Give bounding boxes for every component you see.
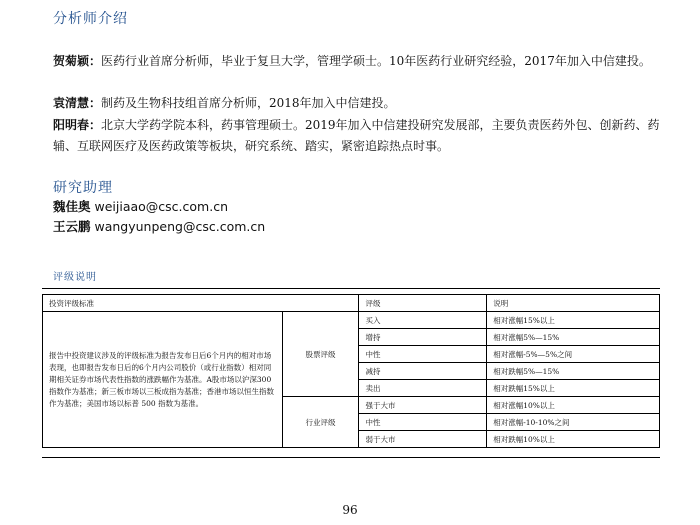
rating-cell: 卖出	[359, 380, 487, 397]
explanation-cell: 相对涨幅5%—15%	[487, 329, 660, 346]
rating-cell: 弱于大市	[359, 431, 487, 448]
table-header-row	[43, 295, 660, 312]
rating-cell: 强于大市	[359, 397, 487, 414]
standard-description: 报告中投资建议涉及的评级标准为报告发布日后6个月内的相对市场表现，也即报告发布日后的6个月内公司股价（或行业指数）相对同期相关证券市场代表性指数的涨跌幅作为基准。A股市场以沪深300指数作为基准；新三板市场以三板成指为基准；香港市场以恒生指数作为基准；美国市场以标普 500 指数为基准。	[43, 312, 283, 448]
analyst-name: 贺菊颖：	[53, 54, 102, 68]
analyst-bio-text: 医药行业首席分析师，毕业于复旦大学，管理学硕士。10年医药行业研究经验，2017年加入中信建投。	[101, 54, 651, 68]
analyst-bio-2	[53, 93, 668, 114]
explanation-cell: 相对涨幅-5%—5%之间	[487, 346, 660, 363]
rating-cell: 买入	[359, 312, 487, 329]
explanation-cell: 相对涨幅15%以上	[487, 312, 660, 329]
analyst-section-title: 分析师介绍	[53, 11, 128, 27]
assistant-contact-1	[53, 197, 228, 217]
industry-rating-label: 行业评级	[282, 397, 359, 448]
stock-rating-label: 股票评级	[282, 312, 359, 397]
explanation-cell: 相对跌幅5%—15%	[487, 363, 660, 380]
header-rating: 评级	[359, 295, 487, 312]
page-number: 96	[342, 503, 358, 517]
header-standard: 投资评级标准	[43, 295, 359, 312]
rating-cell: 中性	[359, 346, 487, 363]
explanation-cell: 相对涨幅10%以上	[487, 397, 660, 414]
rating-table	[42, 294, 660, 448]
analyst-bio-text: 北京大学药学院本科，药事管理硕士。2019年加入中信建投研究发展部，主要负责医药外包、创新药、药辅、互联网医疗及医药政策等板块，研究系统、踏实，紧密追踪热点时事。	[53, 118, 660, 153]
analyst-bio-3	[53, 115, 668, 157]
rating-cell: 中性	[359, 414, 487, 431]
assistant-email[interactable]: wangyunpeng@csc.com.cn	[94, 219, 266, 234]
explanation-cell: 相对跌幅10%以上	[487, 431, 660, 448]
assistant-email[interactable]: weijiaao@csc.com.cn	[94, 199, 228, 214]
explanation-cell: 相对涨幅-10-10%之间	[487, 414, 660, 431]
analyst-name: 袁清慧：	[53, 96, 102, 110]
rating-section-title: 评级说明	[53, 272, 97, 283]
table-row	[43, 312, 660, 329]
rating-cell: 减持	[359, 363, 487, 380]
divider	[42, 288, 660, 289]
analyst-name: 阳明春：	[53, 118, 102, 132]
assistant-name: 魏佳奥	[53, 199, 91, 214]
analyst-bio-1	[53, 51, 668, 72]
assistant-section-title: 研究助理	[53, 180, 113, 196]
explanation-cell: 相对跌幅15%以上	[487, 380, 660, 397]
rating-cell: 增持	[359, 329, 487, 346]
analyst-bio-text: 制药及生物科技组首席分析师，2018年加入中信建投。	[101, 96, 396, 110]
assistant-name: 王云鹏	[53, 219, 91, 234]
header-explanation: 说明	[487, 295, 660, 312]
assistant-contact-2	[53, 217, 265, 237]
divider	[42, 457, 660, 458]
